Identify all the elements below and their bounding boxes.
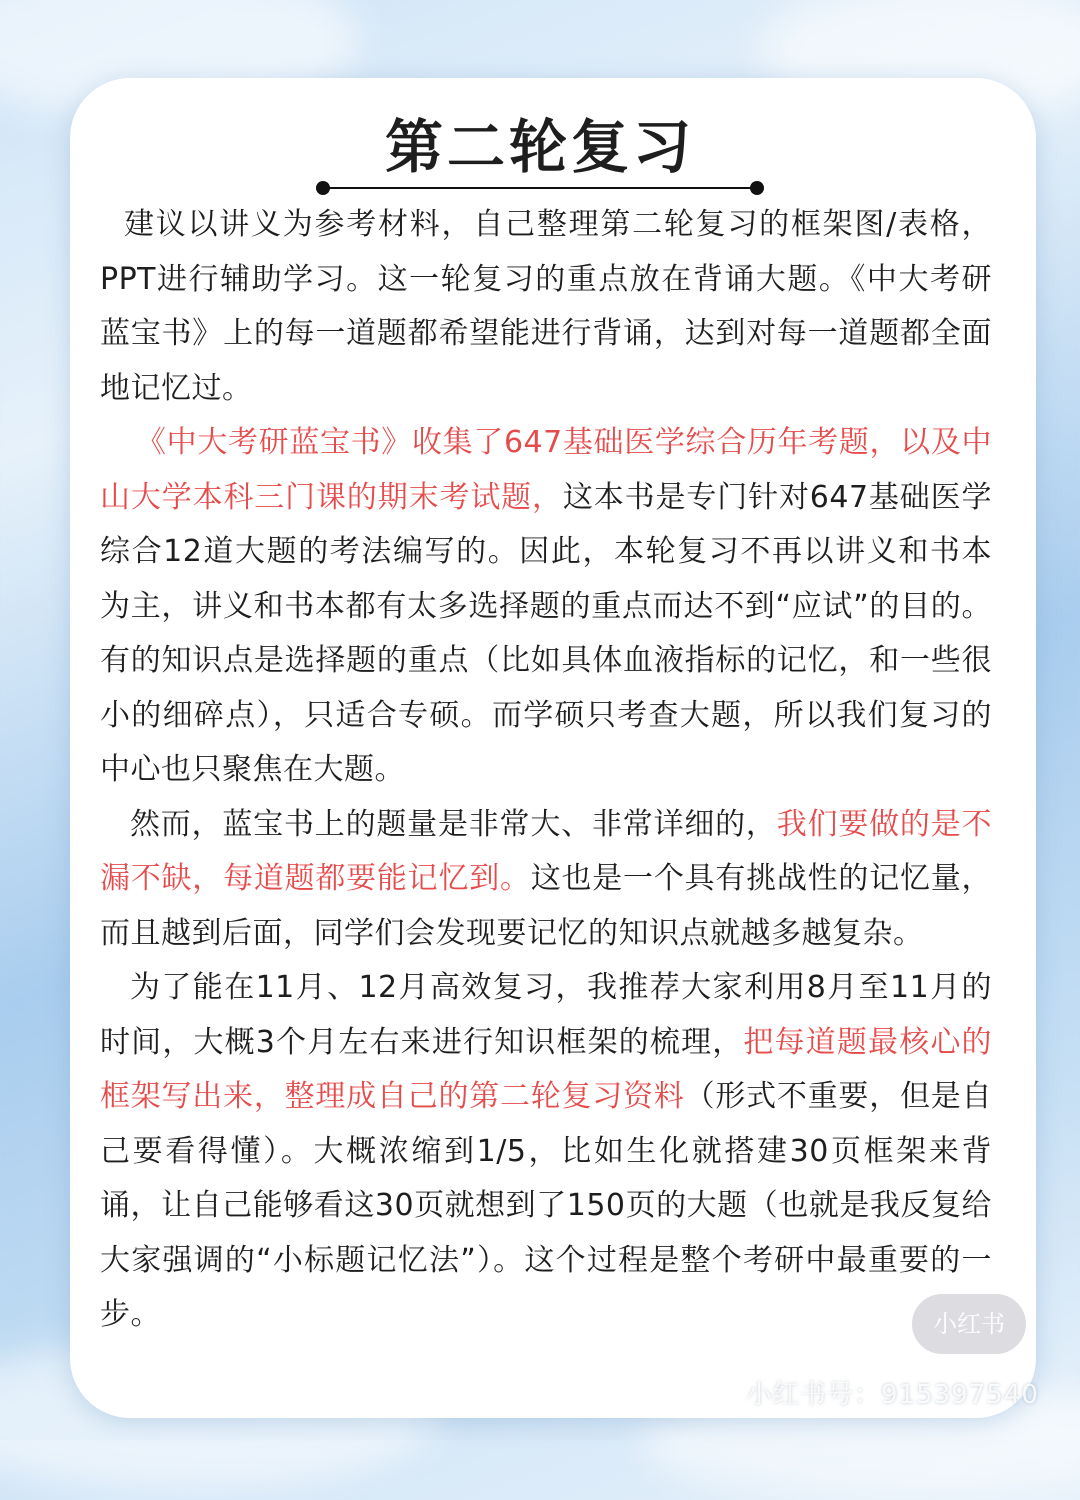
article-body (100, 198, 992, 1343)
paragraph-3 (100, 798, 992, 962)
page-title: 第二轮复习 (384, 113, 695, 181)
paragraph-1 (100, 198, 992, 416)
highlight-run: 把每道题最核心的框架写出来，整理成自己的第二轮复习资料 (100, 1024, 993, 1114)
xiaohongshu-badge: 小红书 (912, 1294, 1026, 1354)
paragraph-4 (100, 961, 992, 1343)
text-run: 为了能在11月、12月高效复习，我推荐大家利用8月至11月的时间，大概3个月左右来进行知识框架的梳理， (100, 970, 992, 1060)
text-run: 这本书是专门针对647基础医学综合12道大题的考法编写的。因此，本轮复习不再以讲义和书本为主，讲义和书本都有太多选择题的重点而达不到“应试”的目的。有的知识点是选择题的重点（比如具体血液指标的记忆，和一些很小的细碎点），只适合专硕。而学硕只考查大题，所以我们复习的中心也只聚焦在大题。 (100, 479, 993, 787)
text-run: 这也是一个具有挑战性的记忆量，而且越到后面，同学们会发现要记忆的知识点就越多越复杂。 (100, 861, 992, 951)
divider-dot-left (316, 181, 330, 195)
title-divider (316, 178, 764, 198)
divider-dot-right (750, 181, 764, 195)
highlight-run: 《中大考研蓝宝书》收集了647基础医学综合历年考题，以及中山大学本科三门课的期末考试题， (100, 425, 992, 515)
divider-line (324, 187, 756, 189)
highlight-run: 我们要做的是不漏不缺，每道题都要能记忆到。 (100, 806, 993, 896)
text-run: （形式不重要，但是自己要看得懂）。大概浓缩到1/5，比如生化就搭建30页框架来背诵，让自己能够看这30页就想到了150页的大题（也就是我反复给大家强调的“小标题记忆法”）。这个过程是整个考研中最重要的一步。 (100, 1079, 993, 1332)
xiaohongshu-watermark: 小红书号：915397540 (746, 1380, 1039, 1410)
text-run: 建议以讲义为参考材料，自己整理第二轮复习的框架图/表格，PPT进行辅助学习。这一轮复习的重点放在背诵大题。《中大考研蓝宝书》上的每一道题都希望能进行背诵，达到对每一道题都全面地记忆过。 (100, 207, 992, 406)
text-run: 然而，蓝宝书上的题量是非常大、非常详细的， (130, 806, 777, 842)
paragraph-2 (100, 416, 992, 798)
